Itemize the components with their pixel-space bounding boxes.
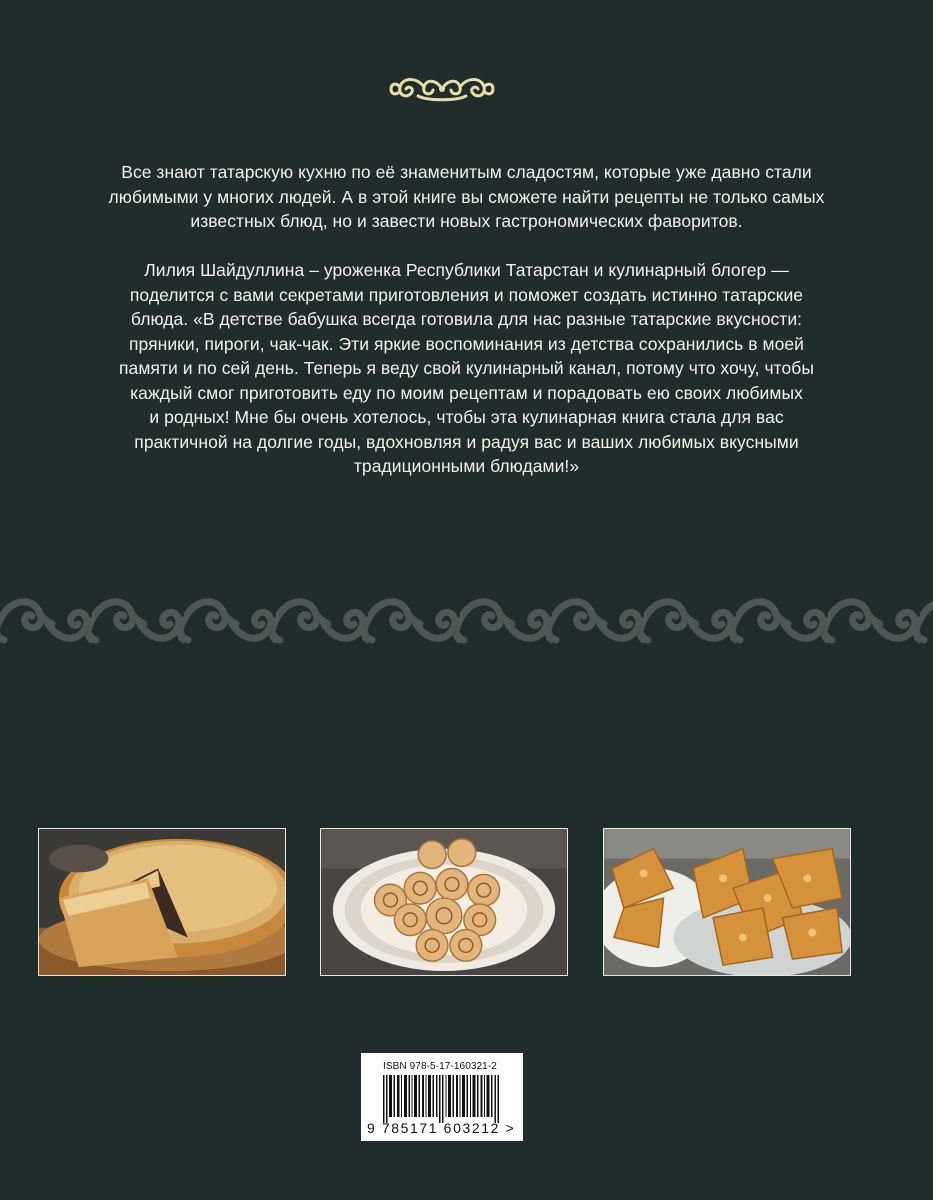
intro-paragraph [60, 160, 873, 234]
rose-pastry-photo [320, 828, 568, 976]
author-line: традиционными блюдами!» [353, 456, 580, 476]
author-line: поделится с вами секретами приготовления и поможет создать истинно татарские [129, 284, 804, 305]
author-line: практичной на долгие годы, вдохновляя и радуя вас и ваших любимых вкусными [134, 431, 799, 452]
intro-line: любимыми у многих людей. А в этой книге вы сможете найти рецепты не только самых [108, 186, 825, 207]
top-ornament-icon [388, 74, 496, 104]
author-line: каждый смог приготовить еду по моим рецептам и порадовать ею своих любимых [130, 382, 803, 403]
intro-line: известных блюд, но и завести новых гастрономических фаворитов. [190, 211, 743, 231]
author-line: памяти и по сей день. Теперь я веду свой кулинарный канал, потому что хочу, чтобы [119, 358, 814, 378]
author-line: блюда. «В детстве бабушка всегда готовила для нас разные татарские вкусности: [130, 309, 803, 329]
barcode-digits: 9 785171 603212 > [367, 1120, 516, 1136]
author-line: пряники, пироги, чак-чак. Эти яркие воспоминания из детства сохранились в моей [129, 333, 804, 354]
author-line: и родных! Мне бы очень хотелось, чтобы эта кулинарная книга стала для вас [149, 407, 784, 427]
intro-line: Все знают татарскую кухню по её знаменитым сладостям, которые уже давно стали [121, 162, 812, 182]
ornamental-band-icon [0, 590, 933, 650]
chak-chak-pastry-photo [603, 828, 851, 976]
isbn-barcode [361, 1053, 523, 1141]
isbn-label: ISBN 978-5-17-160321-2 [383, 1061, 497, 1072]
author-paragraph [60, 258, 873, 479]
pie-photo [38, 828, 286, 976]
author-line: Лилия Шайдуллина – уроженка Республики Татарстан и кулинарный блогер — [144, 260, 789, 280]
barcode-icon [383, 1075, 501, 1123]
